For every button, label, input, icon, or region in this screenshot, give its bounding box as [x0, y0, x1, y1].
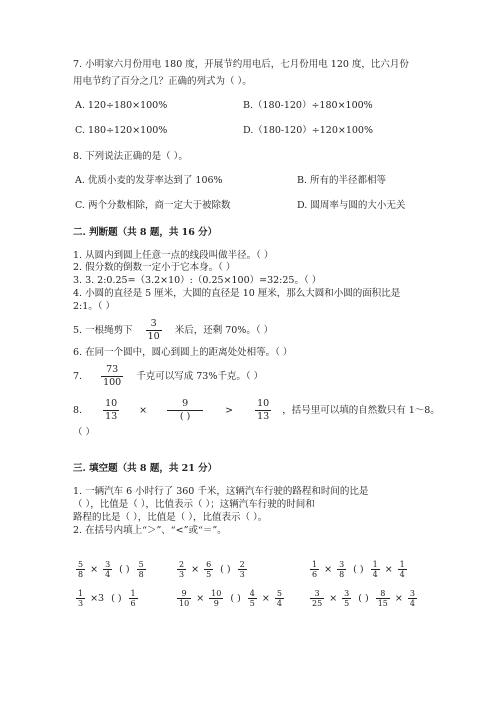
fill-q1-line3: 路程的比是（ ），比值是（ ），比值表示（ ）。 [73, 512, 268, 523]
fraction: $\frac{10}{13}$ [257, 398, 270, 422]
q8-option-c: C. 两个分数相除，商一定大于被除数 [75, 200, 231, 211]
fraction: $\frac{5}{8}$ [78, 560, 84, 579]
compare-r1c2: $\frac{2}{3}$ × $\frac{6}{5}$ ( ) $\frac{2}{3}$ [179, 560, 245, 579]
fraction: $\frac{6}{5}$ [206, 560, 212, 579]
answer-blank: ( ) [111, 593, 122, 604]
fraction: $\frac{4}{5}$ [249, 589, 255, 608]
fraction: $\frac{3}{25}$ [312, 589, 323, 608]
judge-item-3: 3. 3. 2:0.25=（3.2×10）:（0.25×100）=32:25。（ ） [73, 275, 322, 286]
fraction: $\frac{3}{4}$ [105, 560, 111, 579]
fraction: $\frac{10}{13}$ [105, 398, 118, 422]
judge-item-5-suffix: 米后，还剩 70%。（ ） [174, 325, 274, 336]
q7-option-c: C. 180÷120×100% [75, 125, 168, 136]
greater-than-sign: > [225, 405, 234, 416]
judge-item-1: 1. 从圆内到圆上任意一点的线段叫做半径。（ ） [73, 250, 274, 261]
compare-r1c1: $\frac{5}{8}$ × $\frac{3}{4}$ ( ) $\frac{5}{8}$ [78, 560, 144, 579]
answer-blank: ( ) [230, 593, 241, 604]
section3-title: 三. 填空题（共 8 题，共 21 分） [73, 463, 218, 474]
fraction: $\frac{5}{4}$ [276, 589, 282, 608]
judge-item-2: 2. 假分数的倒数一定小于它本身。（ ） [73, 262, 236, 273]
q7-option-d: D.（180-120）÷120×100% [243, 125, 373, 136]
answer-blank: ( ) [358, 593, 369, 604]
fraction: $\frac{9}{( )}$ [167, 398, 203, 423]
compare-r1c3: $\frac{1}{6}$ × $\frac{3}{8}$ ( ) $\frac{1}{4}$ × $\frac{1}{4}$ [312, 560, 405, 579]
q8-option-b: B. 所有的半径都相等 [297, 175, 387, 186]
judge-item-8-blank: （ ） [73, 427, 96, 438]
q8-option-a: A. 优质小麦的发芽率达到了 106% [75, 175, 223, 186]
fraction: $\frac{1}{4}$ [399, 560, 405, 579]
fraction: $\frac{3}{4}$ [409, 589, 415, 608]
judge-item-5 [73, 318, 273, 343]
fraction: $\frac{2}{3}$ [179, 560, 185, 579]
fill-q1-line2: （ ），比值是（ ），比值表示（ ）；这辆汽车行驶的时间和 [73, 499, 315, 510]
fraction: $\frac{73}{100}$ [103, 364, 122, 388]
q7-option-b: B.（180-120）÷180×100% [243, 100, 373, 111]
answer-blank: ( ) [220, 564, 231, 575]
fraction: $\frac{1}{6}$ [312, 560, 318, 579]
fraction: $\frac{2}{3}$ [239, 560, 245, 579]
fraction: $\frac{9}{10}$ [179, 589, 190, 608]
fraction: $\frac{5}{8}$ [138, 560, 144, 579]
fraction: $\frac{1}{6}$ [130, 589, 136, 608]
fill-q1-line1: 1. 一辆汽车 6 小时行了 360 千米，这辆汽车行驶的路程和时间的比是 [73, 486, 369, 497]
fraction: $\frac{1}{3}$ [78, 589, 84, 608]
compare-r2c2: $\frac{9}{10}$ × $\frac{10}{9}$ ( ) $\frac{4}{5}$ × $\frac{5}{4}$ [179, 589, 282, 608]
judge-item-4-line1: 4. 小圆的直径是 5 厘米，大圆的直径是 10 厘米，那么大圆和小圆的面积比是 [73, 288, 401, 299]
judge-item-7-prefix: 7. [73, 371, 83, 382]
judge-item-8 [73, 398, 440, 423]
section2-title: 二. 判断题（共 8 题，共 16 分） [73, 227, 218, 238]
answer-blank: ( ) [353, 564, 364, 575]
fraction: $\frac{1}{4}$ [372, 560, 378, 579]
compare-r2c3: $\frac{3}{25}$ × $\frac{3}{5}$ ( ) $\frac{8}{15}$ × $\frac{3}{4}$ [312, 589, 415, 608]
judge-item-4-line2: 2:1。（ ） [73, 301, 116, 312]
fraction: $\frac{3}{8}$ [339, 560, 345, 579]
judge-item-8-suffix: ，括号里可以填的自然数只有 1～8。 [282, 405, 440, 416]
judge-item-6: 6. 在同一个圆中，圆心到圆上的距离处处相等。（ ） [73, 347, 293, 358]
fraction: $\frac{3}{5}$ [344, 589, 350, 608]
q8-stem: 8. 下列说法正确的是（ ）。 [73, 151, 188, 162]
q7-line1: 7. 小明家六月份用电 180 度，开展节约用电后，七月份用电 120 度，比六月份 [73, 59, 409, 70]
times-sign: × [139, 405, 148, 416]
q8-option-d: D. 圆周率与圆的大小无关 [297, 200, 406, 211]
judge-item-5-prefix: 5. 一根绳剪下 [73, 325, 133, 336]
judge-item-7-suffix: 千克可以写成 73%千克。（ ） [136, 371, 264, 382]
fraction: $\frac{3}{10}$ [147, 318, 160, 342]
fill-q2-stem: 2. 在括号内填上“＞”、“<”或“＝”。 [73, 525, 227, 536]
q7-line2: 用电节约了百分之几？正确的列式为（ ）。 [73, 76, 252, 87]
q7-option-a: A. 120÷180×100% [75, 100, 168, 111]
fraction: $\frac{8}{15}$ [377, 589, 388, 608]
judge-item-7 [73, 364, 263, 389]
answer-blank: ( ) [119, 564, 130, 575]
fraction: $\frac{10}{9}$ [211, 589, 222, 608]
judge-item-8-prefix: 8. [73, 405, 83, 416]
compare-r2c1: $\frac{1}{3}$ ×3 ( ) $\frac{1}{6}$ [78, 589, 136, 608]
